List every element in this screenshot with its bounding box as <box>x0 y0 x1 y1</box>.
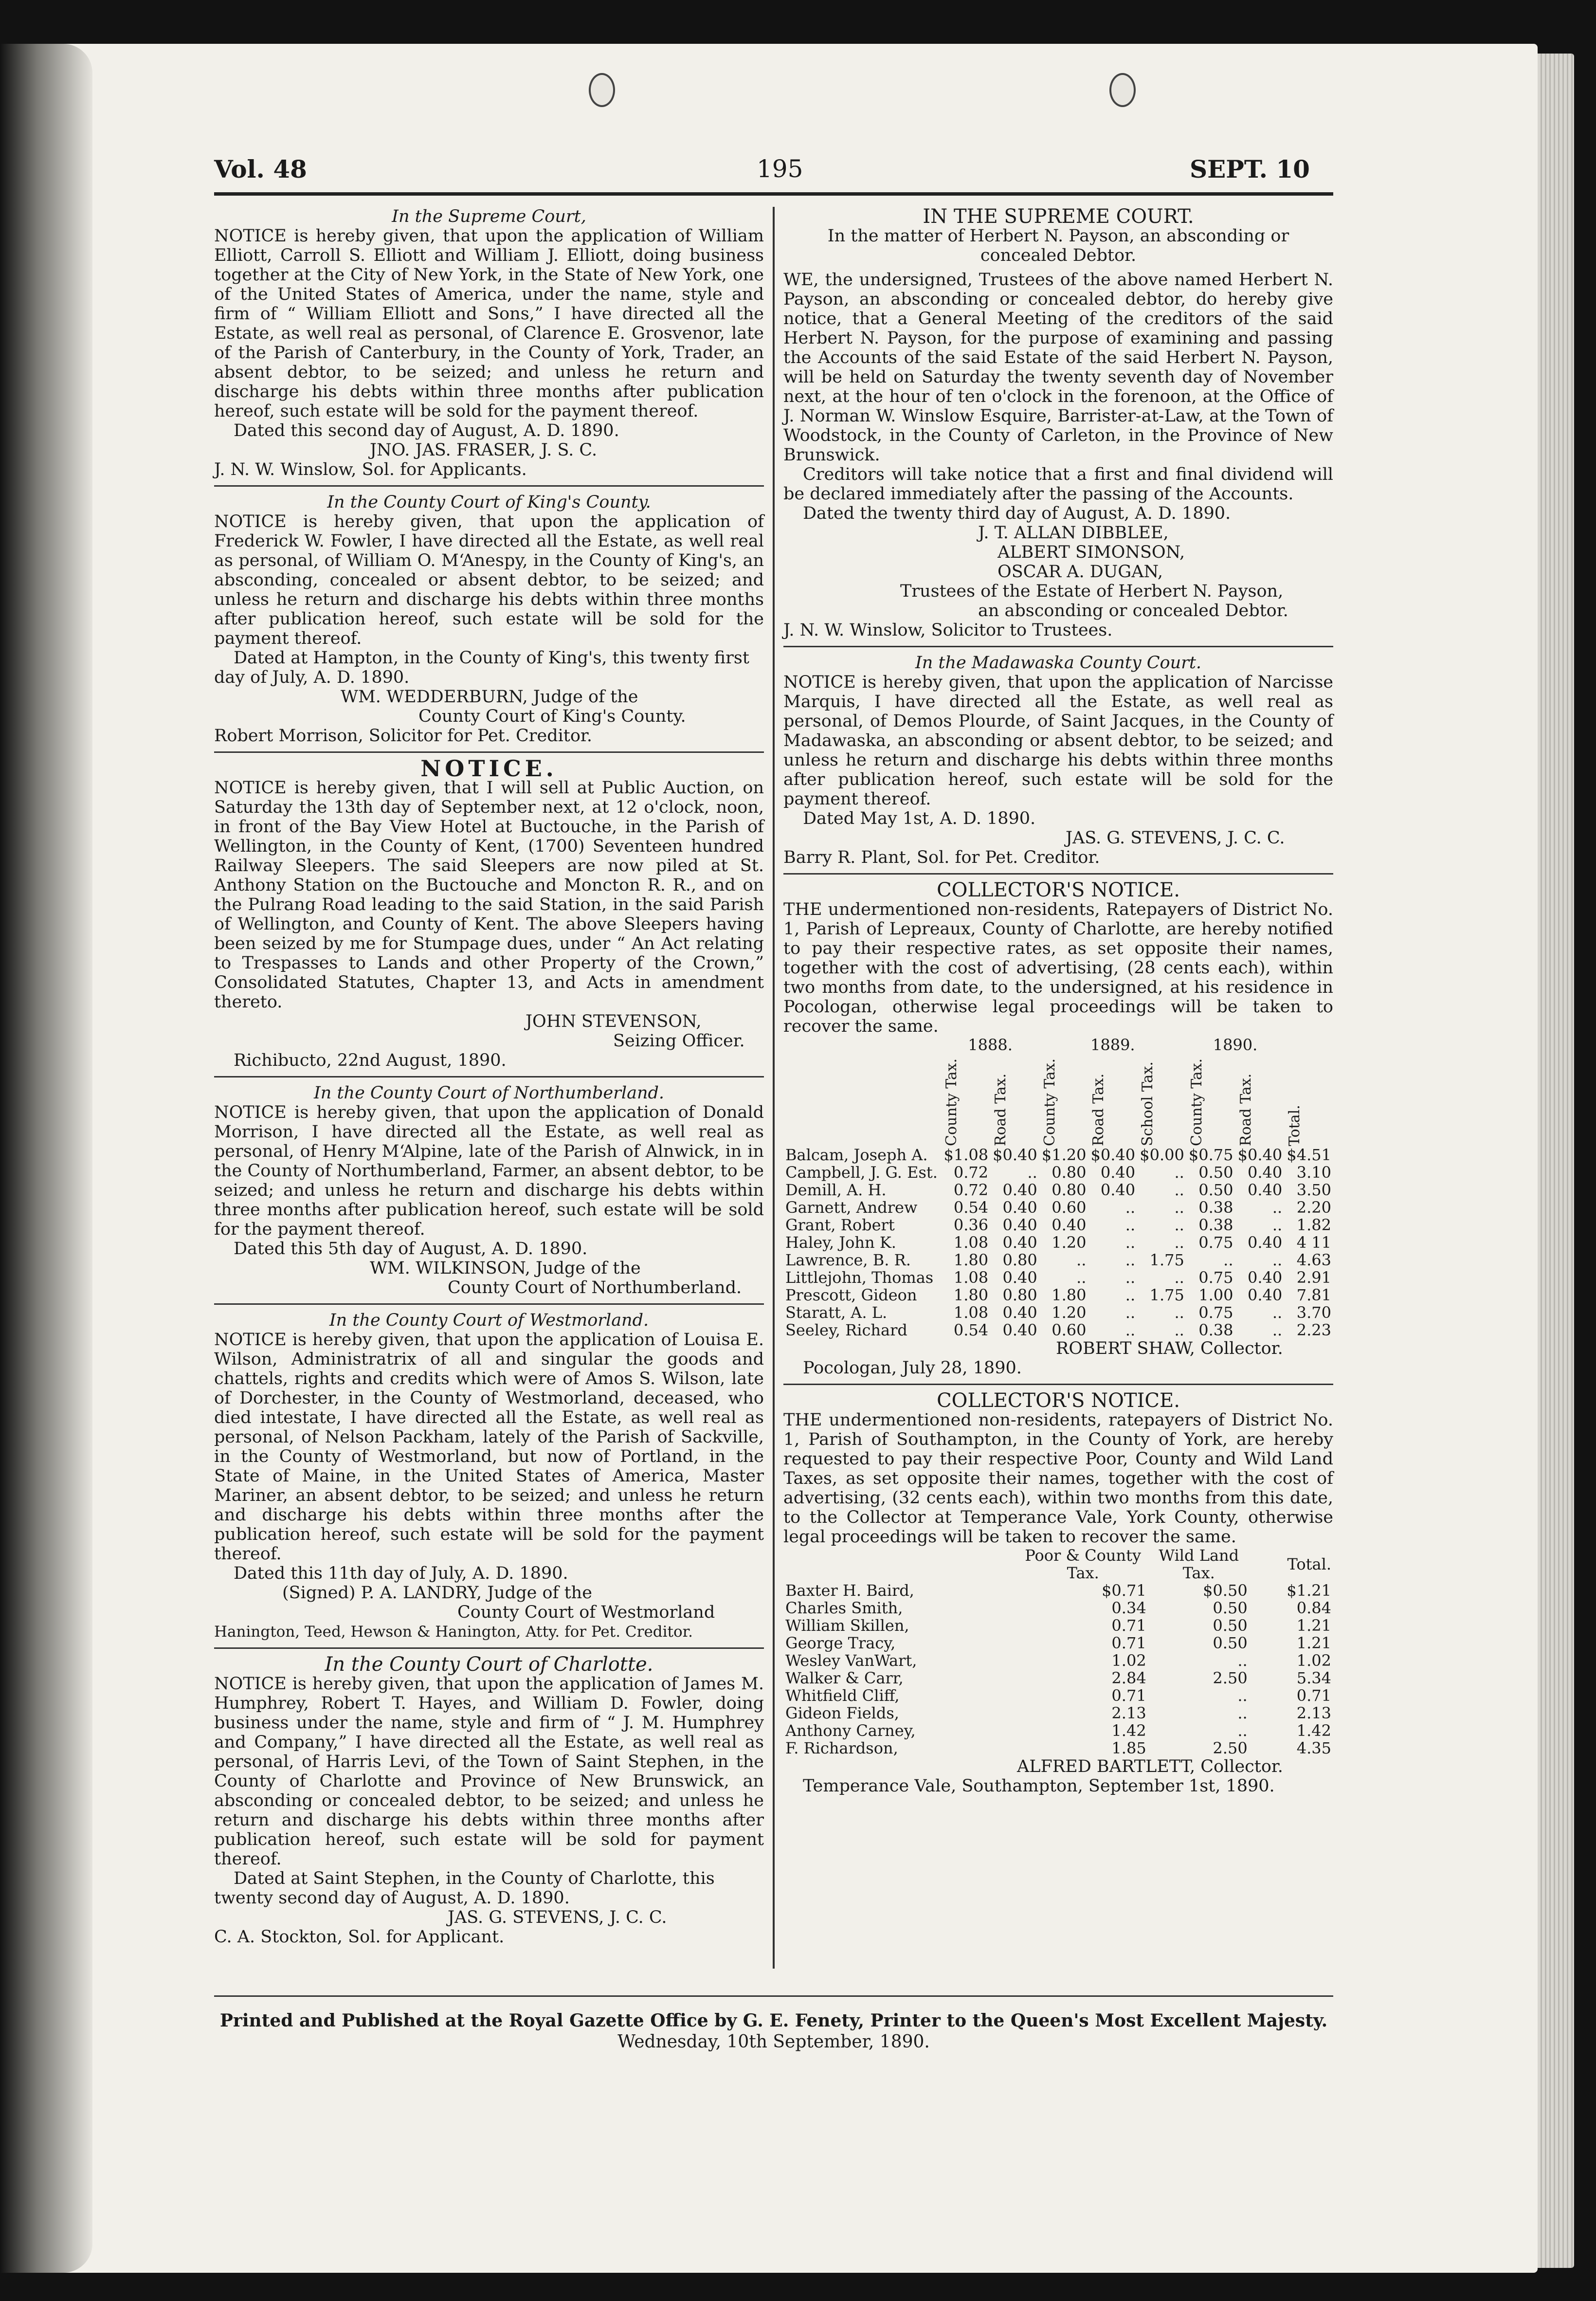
taxpayer-name: Grant, Robert <box>785 1216 895 1234</box>
issue-date: SEPT. 10 <box>1190 155 1310 183</box>
dated-line: Dated this 11th day of July, A. D. 1890. <box>234 1564 568 1583</box>
tax-value: 2.50 <box>1213 1739 1248 1757</box>
taxpayer-name: Campbell, J. G. Est. <box>785 1163 938 1182</box>
officer-title: Seizing Officer. <box>613 1031 745 1051</box>
taxpayer-name: Charles Smith, <box>785 1599 903 1617</box>
tax-value: 0.75 <box>1198 1268 1233 1287</box>
page-number: 195 <box>757 155 803 183</box>
tax-value: 0.40 <box>1002 1303 1037 1322</box>
judge-signature: WM. WILKINSON, Judge of the <box>370 1259 641 1278</box>
column-header-row <box>783 1547 1333 1582</box>
collector-notice-lepreaux <box>783 880 1333 1378</box>
collector-signature: ROBERT SHAW, Collector. <box>1056 1339 1283 1358</box>
tax-value: $0.40 <box>1237 1146 1283 1164</box>
table-row <box>783 1304 1333 1321</box>
table-row <box>783 1181 1333 1199</box>
table-row <box>783 1687 1333 1704</box>
taxpayer-name: Balcam, Joseph A. <box>785 1146 928 1164</box>
tax-value: .. <box>1272 1198 1283 1217</box>
tax-value: $1.08 <box>943 1146 989 1164</box>
publication-date: Wednesday, 10th September, 1890. <box>617 2032 930 2052</box>
solicitor-line: Barry R. Plant, Sol. for Pet. Creditor. <box>783 848 1100 867</box>
taxpayer-name: Anthony Carney, <box>785 1721 916 1740</box>
place-date: Temperance Vale, Southampton, September 1st, 1890. <box>803 1776 1275 1796</box>
table-row <box>783 1216 1333 1234</box>
tax-value: .. <box>1027 1163 1037 1182</box>
judge-signature: JAS. G. STEVENS, J. C. C. <box>1066 828 1285 848</box>
tax-value: 0.40 <box>1002 1268 1037 1287</box>
tax-value: 1.21 <box>1296 1634 1331 1652</box>
tax-value: .. <box>1174 1163 1184 1182</box>
tax-value: 0.75 <box>1198 1303 1233 1322</box>
solicitor-line: J. N. W. Winslow, Sol. for Applicants. <box>214 460 527 479</box>
tax-value: 0.71 <box>1111 1634 1146 1652</box>
tax-value: 0.60 <box>1052 1198 1087 1217</box>
officer-signature: JOHN STEVENSON, <box>526 1012 702 1031</box>
column-header: Road Tax. <box>1237 1073 1254 1146</box>
notice-body: NOTICE is hereby given, that I will sell at Public Auction, on Saturday the 13th day of September next, at 12 o'clock, noon, in front of the Bay View Hotel at Buctouche, in the Parish of Wellington, in the County of Kent, (1700) Seventeen hundred Railway Sleepers. The said Sleepers are now piled at St. Anthony Station on the Buctouche and Moncton R. R., and on the Pulrang Road leading to the said Station, in the said Parish of Wellington, and County of Kent. The above Sleepers having been seized by me for Stumpage dues, under “ An Act relating to Trespasses to Lands and other Property of the Crown,” Consolidated Statutes, Chapter 13, and Acts in amendment thereto. <box>214 778 764 1012</box>
notice-body-2: Creditors will take notice that a first and final dividend will be declared immediately after the passing of the Accounts. <box>783 465 1333 504</box>
dated-line: Dated at Saint Stephen, in the County of Charlotte, this twenty second day of August, A. D. 1890. <box>214 1869 715 1908</box>
tax-value: 0.40 <box>1002 1321 1037 1339</box>
collector-signature: ALFRED BARTLETT, Collector. <box>1017 1757 1283 1776</box>
trustee-signature: OSCAR A. DUGAN, <box>998 562 1163 582</box>
tax-value: 0.40 <box>1100 1181 1136 1199</box>
printer-line: Printed and Published at the Royal Gazette Office by G. E. Fenety, Printer to the Queen's Most Excellent Majesty. <box>219 2010 1328 2031</box>
tax-value: .. <box>1272 1303 1283 1322</box>
court-heading: In the County Court of King's County. <box>327 493 651 512</box>
tax-value: 0.84 <box>1296 1599 1331 1617</box>
place-date: Pocologan, July 28, 1890. <box>803 1358 1022 1378</box>
notice-body: NOTICE is hereby given, that upon the application of Frederick W. Fowler, I have directed all the Estate, as well real as personal, of William O. M‘Anespy, in the County of King's, an absconding, concealed or absent debtor, to be seized; and unless he return and discharge his debts within three months after publication hereof, such estate will be sold for the payment thereof. <box>214 512 764 648</box>
taxpayer-name: Lawrence, B. R. <box>785 1251 911 1269</box>
tax-value: 0.40 <box>1052 1216 1087 1234</box>
divider <box>214 751 764 753</box>
column-header-row <box>783 1054 1333 1146</box>
tax-value: .. <box>1125 1198 1136 1217</box>
judge-signature: JAS. G. STEVENS, J. C. C. <box>448 1908 667 1927</box>
tax-value: .. <box>1174 1233 1184 1252</box>
court-heading: In the County Court of Westmorland. <box>329 1311 649 1330</box>
tax-value: 0.40 <box>1247 1286 1283 1304</box>
place-date: Richibucto, 22nd August, 1890. <box>234 1051 507 1070</box>
tax-value: 0.50 <box>1213 1599 1248 1617</box>
tax-value: 0.50 <box>1198 1181 1233 1199</box>
table-row <box>783 1146 1333 1164</box>
table-row <box>783 1286 1333 1304</box>
notice-body: WE, the undersigned, Trustees of the above named Herbert N. Payson, an absconding or concealed debtor, do hereby give notice, that a General Meeting of the creditors of the said Herbert N. Payson, for the purpose of examining and passing the Accounts of the said Estate of the said Herbert N. Payson, will be held on Saturday the twenty seventh day of November next, at the hour of ten o'clock in the forenoon, at the Office of J. Norman W. Winslow Esquire, Barrister-at-Law, at the Town of Woodstock, in the County of Carleton, in the Province of New Brunswick. <box>783 270 1333 465</box>
tax-value: 2.84 <box>1111 1669 1146 1687</box>
tax-value: $0.00 <box>1140 1146 1184 1164</box>
court-heading: IN THE SUPREME COURT. <box>923 205 1194 228</box>
trustee-signature: J. T. ALLAN DIBBLEE, <box>978 523 1169 543</box>
tax-value: 1.02 <box>1296 1651 1331 1670</box>
tax-value: .. <box>1125 1216 1136 1234</box>
tax-value: 0.40 <box>1100 1163 1136 1182</box>
table-row <box>783 1704 1333 1722</box>
tax-value: 0.38 <box>1198 1216 1233 1234</box>
tax-value: 0.80 <box>1052 1163 1087 1182</box>
notice-title: COLLECTOR'S NOTICE. <box>937 879 1180 901</box>
tax-value: 1.85 <box>1111 1739 1146 1757</box>
tax-value: .. <box>1125 1251 1136 1269</box>
column-header: Wild Land Tax. <box>1159 1546 1239 1582</box>
tax-value: 0.40 <box>1002 1216 1037 1234</box>
tax-value: 0.40 <box>1002 1181 1037 1199</box>
tax-value: $1.21 <box>1287 1581 1331 1600</box>
tax-value: .. <box>1272 1321 1283 1339</box>
tax-value: 0.72 <box>953 1163 989 1182</box>
taxpayer-name: Prescott, Gideon <box>785 1286 917 1304</box>
tax-value: .. <box>1125 1268 1136 1287</box>
tax-value: .. <box>1076 1251 1087 1269</box>
taxpayer-name: Walker & Carr, <box>785 1669 904 1687</box>
solicitor-line: Hanington, Teed, Hewson & Hanington, Atty. for Pet. Creditor. <box>214 1623 693 1641</box>
notice-body: NOTICE is hereby given, that upon the application of Narcisse Marquis, I have directed all the Estate, as well real as personal, of Demos Plourde, of Saint Jacques, in the County of Madawaska, an absconding or absent debtor, to be seized; and unless he return and discharge his debts within three months after publication hereof, such estate will be sold for the payment thereof. <box>783 673 1333 809</box>
dated-line: Dated this second day of August, A. D. 1890. <box>234 421 619 440</box>
tax-value: 0.71 <box>1111 1686 1146 1705</box>
tax-value: 3.10 <box>1296 1163 1331 1182</box>
table-row <box>783 1234 1333 1251</box>
tax-value: 2.20 <box>1296 1198 1331 1217</box>
notice-body: NOTICE is hereby given, that upon the application of Louisa E. Wilson, Administratrix of all and singular the goods and chattels, rights and credits which were of Amos S. Wilson, late of Dorchester, in the County of Westmorland, deceased, who died intestate, I have directed all the Estate, as well real as personal, of Nelson Packham, lately of the Parish of Sackville, in the County of Westmorland, but now of Portland, in the State of Maine, in the United States of America, Master Mariner, an absent debtor, to be seized; and unless he return and discharge his debts within three months after the publication hereof, such estate will be sold for the payment thereof. <box>214 1330 764 1564</box>
table-body <box>783 1582 1333 1757</box>
tax-value: .. <box>1174 1321 1184 1339</box>
year-heading: 1889. <box>1090 1036 1135 1054</box>
tax-value: 1.08 <box>953 1233 989 1252</box>
imprint-footer <box>214 2010 1333 2053</box>
column-header: Poor & County Tax. <box>1025 1546 1142 1582</box>
column-header: Total. <box>1286 1105 1304 1146</box>
tax-value: .. <box>1076 1268 1087 1287</box>
tax-value: .. <box>1125 1286 1136 1304</box>
notice-madawaska <box>783 653 1333 867</box>
tax-value: $0.50 <box>1203 1581 1248 1600</box>
tax-value: 4 11 <box>1296 1233 1331 1252</box>
table-row <box>783 1722 1333 1739</box>
taxpayer-name: Seeley, Richard <box>785 1321 907 1339</box>
tax-value: .. <box>1125 1303 1136 1322</box>
table-row <box>783 1164 1333 1181</box>
notice-body: NOTICE is hereby given, that upon the application of William Elliott, Carroll S. Elliott and William J. Elliott, doing business together at the City of New York, in the State of New York, one of the United States of America, under the name, style and firm of “ William Elliott and Sons,” I have directed all the Estate, as well real as personal, of Clarence E. Grosvenor, late of the Parish of Canterbury, in the County of York, Trader, an absent debtor, to be seized; and unless he return and discharge his debts within three months after publication hereof, such estate will be sold for the payment thereof. <box>214 226 764 421</box>
year-header-row <box>783 1036 1333 1054</box>
taxpayer-name: F. Richardson, <box>785 1739 898 1757</box>
dated-line: Dated May 1st, A. D. 1890. <box>803 809 1036 828</box>
dated-line: Dated this 5th day of August, A. D. 1890. <box>234 1239 588 1259</box>
table-row <box>783 1251 1333 1269</box>
tax-value: .. <box>1237 1686 1248 1705</box>
judge-court: County Court of Westmorland <box>457 1603 715 1622</box>
tax-value: 4.35 <box>1296 1739 1331 1757</box>
tax-value: 0.50 <box>1213 1634 1248 1652</box>
tax-value: 1.02 <box>1111 1651 1146 1670</box>
tax-value: 1.20 <box>1052 1303 1087 1322</box>
column-header: County Tax. <box>1188 1058 1205 1146</box>
tax-value: 0.40 <box>1002 1198 1037 1217</box>
taxpayer-name: Baxter H. Baird, <box>785 1581 914 1600</box>
tax-value: 0.72 <box>953 1181 989 1199</box>
tax-value: 2.23 <box>1296 1321 1331 1339</box>
tax-value: 1.20 <box>1052 1233 1087 1252</box>
court-heading: In the Madawaska County Court. <box>915 653 1202 673</box>
notice-title: NOTICE. <box>420 755 558 782</box>
tax-value: $4.51 <box>1287 1146 1331 1164</box>
table-row <box>783 1599 1333 1617</box>
judge-court: County Court of King's County. <box>418 707 686 726</box>
tax-value: 1.08 <box>953 1303 989 1322</box>
taxpayer-name: Garnett, Andrew <box>785 1198 918 1217</box>
tax-value: 4.63 <box>1296 1251 1331 1269</box>
tax-value: .. <box>1223 1251 1233 1269</box>
taxpayer-name: George Tracy, <box>785 1634 896 1652</box>
taxpayer-name: William Skillen, <box>785 1616 909 1635</box>
notice-northumberland <box>214 1083 764 1297</box>
notice-auction <box>214 755 764 1070</box>
page-stack-edge <box>1538 54 1574 2268</box>
tax-value: 2.13 <box>1111 1704 1146 1722</box>
tax-value: 0.40 <box>1002 1233 1037 1252</box>
taxpayer-name: Staratt, A. L. <box>785 1303 888 1322</box>
notice-charlotte <box>214 1655 764 1947</box>
taxpayer-name: Haley, John K. <box>785 1233 896 1252</box>
column-header: Total. <box>1287 1555 1331 1573</box>
trustee-title: Trustees of the Estate of Herbert N. Payson, <box>900 582 1284 601</box>
solicitor-line: C. A. Stockton, Sol. for Applicant. <box>214 1927 505 1947</box>
tax-value: .. <box>1237 1704 1248 1722</box>
table-row <box>783 1739 1333 1757</box>
taxpayer-name: Gideon Fields, <box>785 1704 899 1722</box>
table-row <box>783 1652 1333 1669</box>
left-column <box>214 207 764 1947</box>
divider <box>214 1303 764 1305</box>
tax-value: 1.08 <box>953 1268 989 1287</box>
notice-body: THE undermentioned non-residents, ratepayers of District No. 1, Parish of Southampton, in the County of York, are hereby requested to pay their respective Poor, County and Wild Land Taxes, as set opposite their names, together with the cost of advertising, (32 cents each), within two months from this date, to the Collector at Temperance Vale, York County, otherwise legal proceedings will be taken to recover the same. <box>783 1410 1333 1547</box>
tax-value: 0.80 <box>1052 1181 1087 1199</box>
tax-value: .. <box>1174 1181 1184 1199</box>
notice-body: NOTICE is hereby given, that upon the application of James M. Humphrey, Robert T. Hayes, and William D. Fowler, doing business under the name, style and firm of “ J. M. Humphrey and Company,” I have directed all the Estate, as well real as personal, of Harris Levi, of the Town of Saint Stephen, in the County of Charlotte and Province of New Brunswick, an absconding or concealed debtor, to be seized; and unless he return and discharge his debts within three months after publication hereof, such estate will be sold for payment thereof. <box>214 1674 764 1869</box>
matter-line: In the matter of Herbert N. Payson, an absconding or concealed Debtor. <box>827 226 1289 265</box>
table-row <box>783 1199 1333 1216</box>
year-heading: 1888. <box>968 1036 1013 1054</box>
tax-value: $1.20 <box>1041 1146 1087 1164</box>
table-row <box>783 1321 1333 1339</box>
table-row <box>783 1582 1333 1599</box>
tax-value: 0.80 <box>1002 1251 1037 1269</box>
tax-value: 0.75 <box>1198 1233 1233 1252</box>
tax-value: .. <box>1174 1268 1184 1287</box>
tax-value: .. <box>1174 1216 1184 1234</box>
notice-body: NOTICE is hereby given, that upon the application of Donald Morrison, I have directed all the Estate, as well real as personal, of Henry M‘Alpine, late of the Parish of Alnwick, in in the County of Northumberland, Farmer, an absent debtor, to be seized; and unless he return and discharge his debts within three months after publication hereof, such estate will be sold for the payment thereof. <box>214 1103 764 1239</box>
column-header: County Tax. <box>1041 1058 1058 1146</box>
tax-value: 3.70 <box>1296 1303 1331 1322</box>
tax-value: .. <box>1272 1216 1283 1234</box>
tax-value: 0.40 <box>1247 1233 1283 1252</box>
table-row <box>783 1634 1333 1652</box>
tax-value: 0.40 <box>1247 1268 1283 1287</box>
footer-rule <box>214 1995 1333 1997</box>
tax-value: 0.54 <box>953 1321 989 1339</box>
tax-value: 1.21 <box>1296 1616 1331 1635</box>
tax-value: .. <box>1174 1303 1184 1322</box>
table-row <box>783 1269 1333 1286</box>
tax-value: 0.71 <box>1296 1686 1331 1705</box>
book-binding <box>0 44 92 2273</box>
judge-signature: (Signed) P. A. LANDRY, Judge of the <box>282 1583 592 1603</box>
notice-payson-trustees <box>783 207 1333 640</box>
tax-value: 0.54 <box>953 1198 989 1217</box>
notice-kings-county <box>214 493 764 746</box>
punch-hole <box>589 73 615 107</box>
tax-value: 1.80 <box>953 1251 989 1269</box>
tax-value: 1.42 <box>1296 1721 1331 1740</box>
judge-court: County Court of Northumberland. <box>448 1278 742 1297</box>
tax-value: 1.80 <box>953 1286 989 1304</box>
tax-value: 0.40 <box>1247 1163 1283 1182</box>
tax-value: 0.80 <box>1002 1286 1037 1304</box>
right-column <box>783 207 1333 1796</box>
tax-value: 0.50 <box>1198 1163 1233 1182</box>
tax-value: 7.81 <box>1296 1286 1331 1304</box>
tax-value: 2.13 <box>1296 1704 1331 1722</box>
tax-value: 0.36 <box>953 1216 989 1234</box>
taxpayer-name: Demill, A. H. <box>785 1181 887 1199</box>
tax-value: 0.50 <box>1213 1616 1248 1635</box>
column-header: County Tax. <box>943 1058 961 1146</box>
tax-value: 0.38 <box>1198 1321 1233 1339</box>
tax-value: $0.71 <box>1102 1581 1146 1600</box>
tax-value: 1.82 <box>1296 1216 1331 1234</box>
tax-value: 0.34 <box>1111 1599 1146 1617</box>
trustee-signature: ALBERT SIMONSON, <box>998 543 1185 562</box>
solicitor-line: Robert Morrison, Solicitor for Pet. Creditor. <box>214 726 592 746</box>
tax-value: 1.42 <box>1111 1721 1146 1740</box>
tax-value: 2.91 <box>1296 1268 1331 1287</box>
table-row <box>783 1617 1333 1634</box>
tax-value: .. <box>1125 1233 1136 1252</box>
tax-value: 1.80 <box>1052 1286 1087 1304</box>
divider <box>214 1076 764 1077</box>
dated-line: Dated at Hampton, in the County of King's, this twenty first day of July, A. D. 1890. <box>214 648 749 687</box>
tax-value: 3.50 <box>1296 1181 1331 1199</box>
tax-value: 5.34 <box>1296 1669 1331 1687</box>
year-heading: 1890. <box>1213 1036 1258 1054</box>
taxpayer-name: Whitfield Cliff, <box>785 1686 900 1705</box>
taxpayer-name: Wesley VanWart, <box>785 1651 917 1670</box>
divider <box>783 1384 1333 1385</box>
collector-notice-southampton <box>783 1391 1333 1796</box>
tax-value: 1.75 <box>1149 1251 1184 1269</box>
tax-value: $0.75 <box>1188 1146 1233 1164</box>
tax-value: .. <box>1272 1251 1283 1269</box>
tax-value: .. <box>1125 1321 1136 1339</box>
tax-value: .. <box>1174 1198 1184 1217</box>
column-header: Road Tax. <box>1090 1073 1107 1146</box>
notice-supreme-court-grosvenor <box>214 207 764 479</box>
table-row <box>783 1669 1333 1687</box>
judge-signature: JNO. JAS. FRASER, J. S. C. <box>370 440 598 460</box>
dated-line: Dated the twenty third day of August, A. D. 1890. <box>803 504 1231 523</box>
tax-value: 2.50 <box>1213 1669 1248 1687</box>
court-heading: In the County Court of Northumberland. <box>313 1083 665 1103</box>
tax-value: .. <box>1237 1651 1248 1670</box>
taxpayer-name: Littlejohn, Thomas <box>785 1268 934 1287</box>
tax-value: 0.60 <box>1052 1321 1087 1339</box>
divider <box>783 646 1333 647</box>
column-divider <box>773 207 775 1969</box>
trustee-title: an absconding or concealed Debtor. <box>978 601 1288 621</box>
tax-value: $0.40 <box>993 1146 1037 1164</box>
punch-hole <box>1109 73 1136 107</box>
column-header: School Tax. <box>1139 1061 1157 1146</box>
tax-value: 0.40 <box>1247 1181 1283 1199</box>
solicitor-line: J. N. W. Winslow, Solicitor to Trustees. <box>783 621 1113 640</box>
tax-value: .. <box>1237 1721 1248 1740</box>
notice-title: COLLECTOR'S NOTICE. <box>937 1389 1180 1412</box>
volume-number: Vol. 48 <box>214 155 307 183</box>
tax-table-southampton <box>783 1547 1333 1757</box>
court-heading: In the County Court of Charlotte. <box>325 1653 653 1676</box>
tax-value: 0.71 <box>1111 1616 1146 1635</box>
divider <box>783 873 1333 875</box>
notice-westmorland <box>214 1311 764 1642</box>
divider <box>214 1647 764 1649</box>
tax-table-lepreaux <box>783 1036 1333 1339</box>
notice-body: THE undermentioned non-residents, Ratepayers of District No. 1, Parish of Lepreaux, County of Charlotte, are hereby notified to pay their respective rates, as set opposite their names, together with the cost of advertising, (28 cents each), within two months from date, to the undersigned, at his residence in Pocologan, otherwise legal proceedings will be taken to recover the same. <box>783 900 1333 1036</box>
table-body <box>783 1146 1333 1339</box>
tax-value: 0.38 <box>1198 1198 1233 1217</box>
tax-value: 1.75 <box>1149 1286 1184 1304</box>
column-header: Road Tax. <box>992 1073 1010 1146</box>
divider <box>214 485 764 487</box>
header-rule <box>214 192 1333 196</box>
tax-value: 1.00 <box>1198 1286 1233 1304</box>
judge-signature: WM. WEDDERBURN, Judge of the <box>341 687 638 707</box>
tax-value: $0.40 <box>1090 1146 1136 1164</box>
court-heading: In the Supreme Court, <box>392 207 586 226</box>
